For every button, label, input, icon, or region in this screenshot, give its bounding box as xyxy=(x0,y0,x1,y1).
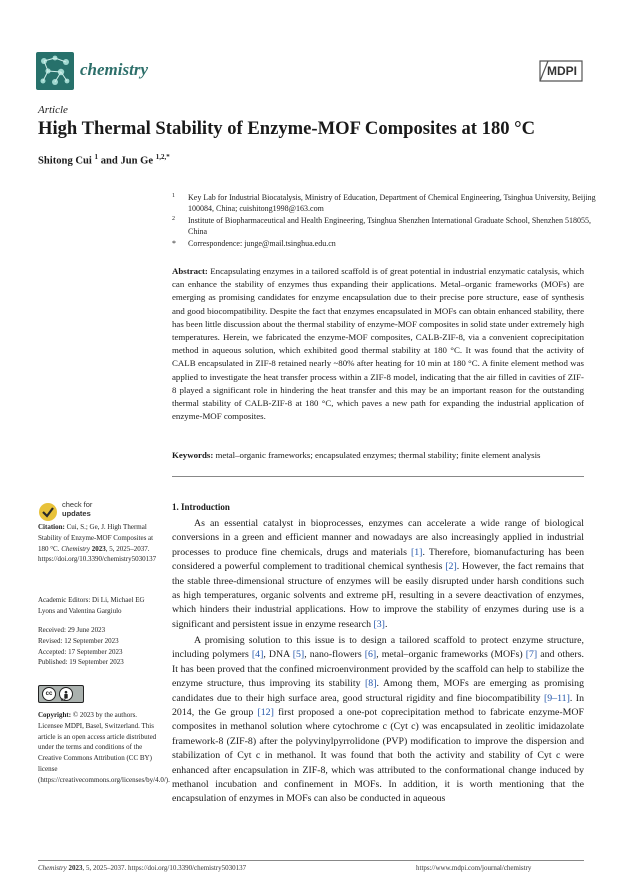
reference-link[interactable]: [12] xyxy=(257,707,274,719)
copyright-label: Copyright: xyxy=(38,711,72,719)
revised-date: Revised: 12 September 2023 xyxy=(38,636,119,645)
body-text: As an essential catalyst in bioprocesses, enzymes can accelerate a wide range of biological conversions in a green and efficient manner and nowadays are also increasingly applied in industrial processes to produce fine chemicals, drugs and materials xyxy=(172,518,584,558)
author-affiliation-mark: 1,2,* xyxy=(155,153,170,161)
body-text: A promising solution to this issue is to design a tailored scaffold to protect enzyme structure, including polymers xyxy=(172,635,584,661)
cc-by-license-badge[interactable] xyxy=(38,685,84,703)
author-list xyxy=(38,153,170,167)
check-line-1: check for xyxy=(62,500,93,509)
body-text: . In 2014, the Ge group xyxy=(172,692,585,719)
journal-name: chemistry xyxy=(80,60,148,79)
published-date: Published: 19 September 2023 xyxy=(38,658,124,667)
body-text: , DNA xyxy=(263,649,293,661)
reference-link[interactable]: [1] xyxy=(410,546,423,558)
received-date: Received: 29 June 2023 xyxy=(38,626,106,634)
copyright-text: © 2023 by the authors. Licensee MDPI, Basel, Switzerland. This article is an open access article distributed under the terms and conditions of the Creative Commons Attribution (CC BY) license (https://creativecommons.org/licenses/by/4.0/). xyxy=(38,711,170,784)
reference-link[interactable]: [7] xyxy=(525,649,538,661)
citation-year: 2023 xyxy=(91,544,106,553)
footer-journal: Chemistry xyxy=(38,864,67,872)
intro-paragraph-2 xyxy=(172,634,584,807)
footer-doi[interactable]: , 5, 2025–2037. https://doi.org/10.3390/chemistry5030137 xyxy=(82,864,247,872)
reference-link[interactable]: [4] xyxy=(251,649,264,661)
abstract-text: Encapsulating enzymes in a tailored scaffold is of great potential in industrial enzymatic catalysis, which can enhance the stability of enzymes thus expanding their applications. Metal–organic frameworks (MOFs) are emerging as promising candidates for enzyme encapsulation due to their precise pore structure, ease of synthesis and good biocompatibility. Despite the fact that enzymes encapsulated in MOFs can obtain enhanced stability, there has been little discussion about the thermal stability of enzyme-MOF composites in solid state under extremely high temperatures. Herein, we fabricated the enzyme-MOF composites, CALB-ZIF-8, via a convenient coprecipitation method in aqueous solution, which exhibited good thermal stability at 180 °C. It was found that the activity of CALB encapsulated in ZIF-8 retained nearly ~80% after heating for 10 min at 180 °C. A finite element method was applied to investigate the heat transfer process within a ZIF-8 model, indicating that the air filled in cavities of ZIF-8 played a significant role in hindering the heat transfer and this may be an important reason for the outstanding thermal stability of CALB-ZIF-8 at 180 °C, which paves a new path for expanding the industrial application of enzyme-MOF composites. xyxy=(172,266,584,422)
article-type: Article xyxy=(38,104,68,116)
correspondence-text: Correspondence: junge@mail.tsinghua.edu.cn xyxy=(188,239,336,248)
body-text: , metal–organic frameworks (MOFs) xyxy=(376,649,526,661)
cc-icon: cc xyxy=(42,687,56,701)
affiliation-number: * xyxy=(172,239,176,248)
history-dates xyxy=(38,625,160,668)
reference-link[interactable]: [2] xyxy=(445,561,457,573)
keywords xyxy=(172,449,584,462)
journal-logo-icon xyxy=(36,52,74,90)
affiliation-text: Key Lab for Industrial Biocatalysis, Ministry of Education, Department of Chemical Engineering, Tsinghua University, Beijing 100084, China; cuishitong1998@163.com xyxy=(188,193,596,213)
section-divider xyxy=(172,476,584,477)
author-name: Shitong Cui xyxy=(38,155,92,167)
affiliation-text: Institute of Biopharmaceutical and Health Engineering, Tsinghua Shenzhen International Graduate School, Shenzhen 518055, China xyxy=(188,216,591,236)
abstract-label: Abstract: xyxy=(172,266,208,276)
check-for-updates-icon[interactable] xyxy=(38,502,58,522)
footer-journal-url[interactable]: https://www.mdpi.com/journal/chemistry xyxy=(416,864,532,872)
keywords-label: Keywords: xyxy=(172,450,214,460)
body-text: . However, the fact remains that the stable three-dimensional structure of enzymes will be easily disrupted under harsh conditions such as high temperatures, organic solvents and extreme pH, resulting in a severe deactivation of enzymes, which hinders their industrial applications. How to improve the stability of enzymes during use is a significant and persistent issue in enzyme research xyxy=(172,561,585,630)
body-text: . Therefore, biomanufacturing has been considered a powerful complement to traditional chemical synthesis xyxy=(172,546,584,573)
reference-link[interactable]: [9–11] xyxy=(543,692,570,704)
academic-editors: Academic Editors: Di Li, Michael EG Lyons and Valentina Gargiulo xyxy=(38,596,145,615)
citation-text: Cui, S.; Ge, J. High Thermal Stability of Enzyme-MOF Composites at 180 °C. xyxy=(38,523,154,553)
abstract xyxy=(172,265,584,423)
copyright-block xyxy=(38,710,170,786)
reference-link[interactable]: [8] xyxy=(365,678,377,690)
footer-citation xyxy=(38,864,246,872)
reference-link[interactable]: [6] xyxy=(364,649,377,661)
reference-link[interactable]: [5] xyxy=(292,649,305,661)
body-text: first proposed a one-pot coprecipitation method to fabricate enzyme-MOF composites in methanol solution where cytochrome c (Cyt c) was encapsulated in zeolitic imidazolate framework-8 (ZIF-8) after the polyvinylpyrrolidone (PVP) modification to improve the dispersion and stabilization of Cyt c in methanol. It was found that both the activity and stability of Cyt c were enhanced after encapsulation in ZIF-8, which was attributed to the conformational change induced by methanol incubation and confinement in MOFs. In addition, it is worth mentioning that the encapsulation of enzymes in MOFs can also be conducted in aqueous xyxy=(172,707,584,805)
check-line-2: updates xyxy=(62,508,91,518)
author-name: Jun Ge xyxy=(120,155,154,167)
reference-link[interactable]: [3] xyxy=(373,618,385,630)
citation-journal: Chemistry xyxy=(61,544,90,553)
affiliation-number: 2 xyxy=(172,216,175,222)
body-text: . Among them, MOFs are emerging as promising candidates due to their high surface area, good structural rigidity and fine biocompatibility xyxy=(172,678,584,704)
by-label: BY xyxy=(61,698,66,702)
author-conjunction: and xyxy=(100,155,118,167)
check-for-updates-button[interactable] xyxy=(62,501,92,518)
body-text: and others. It has been proved that the confined microenvironment provided by the scaffold can help to stabilize the enzyme structure, thus improving its stability xyxy=(172,649,584,690)
author-affiliation-mark: 1 xyxy=(94,153,99,161)
body-text: . xyxy=(384,618,388,630)
footer-divider xyxy=(38,860,584,861)
keywords-text: metal–organic frameworks; encapsulated enzymes; thermal stability; finite element analysis xyxy=(215,450,541,460)
citation-doi[interactable]: , 5, 2025–2037. https://doi.org/10.3390/chemistry5030137 xyxy=(38,544,157,564)
publisher-logo[interactable] xyxy=(538,60,584,82)
footer-year: 2023 xyxy=(68,864,83,872)
body-text: , nano-flowers xyxy=(304,649,365,661)
accepted-date: Accepted: 17 September 2023 xyxy=(38,647,123,656)
citation-block xyxy=(38,522,160,565)
paper-title: High Thermal Stability of Enzyme-MOF Composites at 180 °C xyxy=(38,118,536,139)
affiliation-number: 1 xyxy=(172,193,175,199)
citation-label: Citation: xyxy=(38,523,65,531)
section-heading: 1. Introduction xyxy=(172,502,230,512)
intro-paragraph-1 xyxy=(172,517,584,632)
publisher-name: MDPI xyxy=(547,64,577,78)
